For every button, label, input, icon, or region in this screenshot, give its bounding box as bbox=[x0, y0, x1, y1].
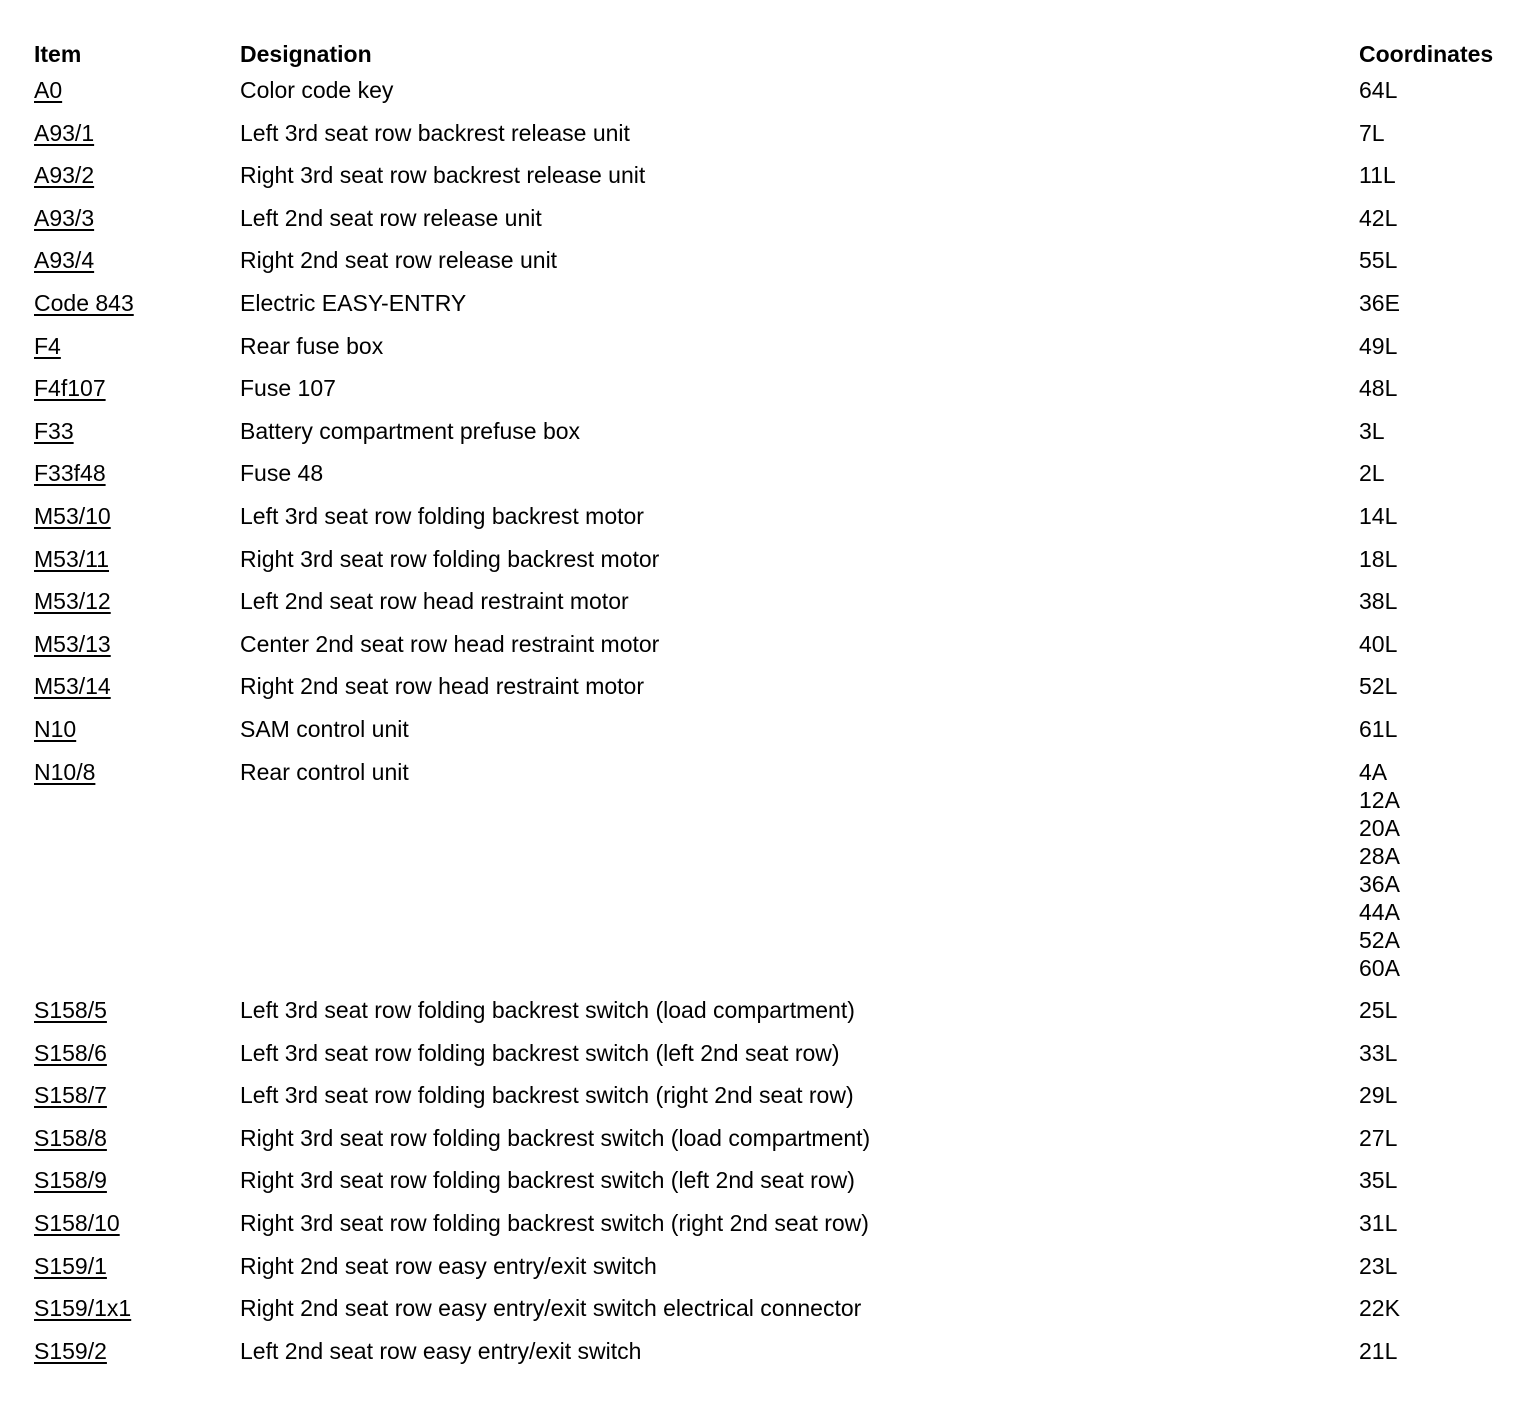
coordinate-value: 61L bbox=[1359, 715, 1398, 742]
table-row bbox=[34, 996, 1524, 1039]
coordinates-cell bbox=[1359, 289, 1400, 317]
coordinate-value: 25L bbox=[1359, 997, 1398, 1024]
table-row bbox=[34, 758, 1524, 997]
coordinate-value: 33L bbox=[1359, 1039, 1398, 1066]
item-link[interactable]: M53/10 bbox=[34, 502, 111, 529]
coordinates-cell bbox=[1359, 204, 1397, 232]
table-header-row bbox=[34, 40, 1524, 76]
table-row bbox=[34, 1252, 1524, 1295]
coordinate-value: 35L bbox=[1359, 1167, 1398, 1194]
coordinate-value: 55L bbox=[1359, 247, 1398, 274]
coordinates-cell bbox=[1359, 545, 1397, 573]
coordinates-cell bbox=[1359, 246, 1397, 274]
item-link[interactable]: M53/14 bbox=[34, 673, 111, 700]
coordinate-value: 12A bbox=[1359, 786, 1400, 813]
item-cell bbox=[34, 758, 95, 786]
table-row bbox=[34, 587, 1524, 630]
coordinates-cell bbox=[1359, 459, 1385, 487]
table-row bbox=[34, 204, 1524, 247]
item-link[interactable]: F4 bbox=[34, 332, 61, 359]
designation-cell: Left 2nd seat row head restraint motor bbox=[240, 588, 629, 615]
coordinates-cell bbox=[1359, 1081, 1397, 1109]
coordinate-value: 40L bbox=[1359, 630, 1398, 657]
coordinate-value: 52A bbox=[1359, 926, 1400, 953]
item-cell bbox=[34, 715, 76, 743]
designation-cell: Right 3rd seat row folding backrest switch (left 2nd seat row) bbox=[240, 1167, 855, 1194]
item-cell bbox=[34, 1294, 131, 1322]
item-cell bbox=[34, 587, 111, 615]
coordinate-value: 44A bbox=[1359, 898, 1400, 925]
coordinate-value: 3L bbox=[1359, 417, 1385, 444]
item-link[interactable]: A93/2 bbox=[34, 162, 95, 189]
table-row bbox=[34, 1039, 1524, 1082]
coordinates-cell bbox=[1359, 1252, 1397, 1280]
table-row bbox=[34, 630, 1524, 673]
item-link[interactable]: S158/8 bbox=[34, 1124, 107, 1151]
item-link[interactable]: S158/7 bbox=[34, 1082, 107, 1109]
table-row bbox=[34, 417, 1524, 460]
item-cell bbox=[34, 289, 134, 317]
coordinates-cell bbox=[1359, 630, 1397, 658]
designation-cell: Left 3rd seat row folding backrest motor bbox=[240, 502, 644, 529]
table-row bbox=[34, 672, 1524, 715]
coordinate-value: 52L bbox=[1359, 673, 1398, 700]
coordinate-value: 36E bbox=[1359, 289, 1400, 316]
item-link[interactable]: M53/11 bbox=[34, 545, 110, 572]
item-cell bbox=[34, 417, 74, 445]
coordinate-value: 60A bbox=[1359, 954, 1400, 981]
table-body bbox=[34, 76, 1524, 1379]
table-row bbox=[34, 715, 1524, 758]
designation-cell: Right 2nd seat row head restraint motor bbox=[240, 673, 644, 700]
item-link[interactable]: F4f107 bbox=[34, 375, 106, 402]
header-item: Item bbox=[34, 41, 82, 67]
item-cell bbox=[34, 204, 94, 232]
item-link[interactable]: S158/6 bbox=[34, 1039, 107, 1066]
designation-cell: Right 3rd seat row folding backrest motor bbox=[240, 545, 660, 572]
coordinate-value: 31L bbox=[1359, 1210, 1398, 1237]
coordinates-cell bbox=[1359, 1209, 1397, 1237]
table-row bbox=[34, 1337, 1524, 1380]
coordinates-cell bbox=[1359, 996, 1397, 1024]
coordinates-cell bbox=[1359, 161, 1396, 189]
designation-cell: Rear control unit bbox=[240, 758, 409, 785]
designation-cell: Right 2nd seat row easy entry/exit switch bbox=[240, 1252, 657, 1279]
designation-cell: Rear fuse box bbox=[240, 332, 384, 359]
designation-cell: Right 2nd seat row easy entry/exit switch electrical connector bbox=[240, 1295, 862, 1322]
coordinate-value: 2L bbox=[1359, 460, 1385, 487]
item-link[interactable]: F33 bbox=[34, 417, 74, 444]
designation-cell: Fuse 107 bbox=[240, 375, 336, 402]
item-link[interactable]: S158/5 bbox=[34, 997, 107, 1024]
designation-cell: Right 3rd seat row folding backrest switch (load compartment) bbox=[240, 1124, 871, 1151]
item-cell bbox=[34, 1252, 107, 1280]
table-row bbox=[34, 1124, 1524, 1167]
designation-cell: Right 3rd seat row folding backrest switch (right 2nd seat row) bbox=[240, 1210, 869, 1237]
item-cell bbox=[34, 545, 109, 573]
coordinates-cell bbox=[1359, 76, 1397, 104]
table-row bbox=[34, 289, 1524, 332]
coordinates-cell bbox=[1359, 502, 1397, 530]
coordinates-cell bbox=[1359, 715, 1397, 743]
coordinate-value: 27L bbox=[1359, 1124, 1398, 1151]
coordinates-cell bbox=[1359, 1166, 1397, 1194]
coordinate-value: 36A bbox=[1359, 870, 1400, 897]
designation-cell: Electric EASY-ENTRY bbox=[240, 289, 467, 316]
item-cell bbox=[34, 1124, 107, 1152]
designation-cell: Left 2nd seat row release unit bbox=[240, 204, 542, 231]
table-row bbox=[34, 374, 1524, 417]
coordinates-cell bbox=[1359, 758, 1400, 982]
designation-cell: Left 3rd seat row folding backrest switch (right 2nd seat row) bbox=[240, 1082, 854, 1109]
designation-cell: Right 2nd seat row release unit bbox=[240, 247, 558, 274]
coordinates-cell bbox=[1359, 1337, 1397, 1365]
item-link[interactable]: A93/3 bbox=[34, 204, 95, 231]
item-link[interactable]: A0 bbox=[34, 77, 63, 103]
item-link[interactable]: Code 843 bbox=[34, 289, 134, 316]
designation-cell: SAM control unit bbox=[240, 715, 409, 742]
coordinates-cell bbox=[1359, 1124, 1397, 1152]
table-row bbox=[34, 1081, 1524, 1124]
designation-cell: Left 3rd seat row folding backrest switch (load compartment) bbox=[240, 997, 855, 1024]
item-link[interactable]: A93/4 bbox=[34, 247, 95, 274]
table-row bbox=[34, 1209, 1524, 1252]
coordinates-cell bbox=[1359, 417, 1385, 445]
header-coordinates: Coordinates bbox=[1359, 41, 1494, 67]
designation-cell: Left 3rd seat row backrest release unit bbox=[240, 119, 630, 146]
item-cell bbox=[34, 374, 106, 402]
item-link[interactable]: M53/13 bbox=[34, 630, 111, 657]
item-link[interactable]: N10/8 bbox=[34, 758, 96, 785]
table-row bbox=[34, 1166, 1524, 1209]
coordinates-cell bbox=[1359, 1294, 1400, 1322]
coordinate-value: 4A bbox=[1359, 758, 1388, 785]
item-link[interactable]: S158/9 bbox=[34, 1167, 107, 1194]
item-cell bbox=[34, 630, 111, 658]
table-row bbox=[34, 459, 1524, 502]
coordinate-value: 18L bbox=[1359, 545, 1398, 572]
designation-cell: Battery compartment prefuse box bbox=[240, 417, 581, 444]
item-cell bbox=[34, 502, 111, 530]
item-cell bbox=[34, 1081, 107, 1109]
item-cell bbox=[34, 459, 106, 487]
coordinate-value: 28A bbox=[1359, 842, 1400, 869]
coordinate-value: 42L bbox=[1359, 204, 1398, 231]
header-designation: Designation bbox=[240, 41, 372, 67]
coordinate-value: 48L bbox=[1359, 375, 1398, 402]
coordinates-cell bbox=[1359, 332, 1397, 360]
item-cell bbox=[34, 1039, 107, 1067]
table-row bbox=[34, 1294, 1524, 1337]
coordinate-value: 38L bbox=[1359, 588, 1398, 615]
item-link[interactable]: F33f48 bbox=[34, 460, 106, 487]
coordinate-value: 20A bbox=[1359, 814, 1400, 841]
table-row bbox=[34, 502, 1524, 545]
item-cell bbox=[34, 996, 107, 1024]
table-row bbox=[34, 76, 1524, 119]
coordinate-value: 21L bbox=[1359, 1337, 1398, 1364]
item-cell bbox=[34, 1166, 107, 1194]
coordinates-cell bbox=[1359, 1039, 1397, 1067]
item-link[interactable]: S159/1 bbox=[34, 1252, 107, 1279]
coordinate-value: 22K bbox=[1359, 1295, 1400, 1322]
coordinate-value: 64L bbox=[1359, 77, 1398, 103]
designation-cell: Left 3rd seat row folding backrest switch (left 2nd seat row) bbox=[240, 1039, 840, 1066]
designation-cell: Color code key bbox=[240, 77, 394, 103]
item-cell bbox=[34, 76, 62, 104]
coordinate-value: 49L bbox=[1359, 332, 1398, 359]
table-row bbox=[34, 545, 1524, 588]
component-legend-table bbox=[34, 40, 1524, 1379]
item-cell bbox=[34, 161, 94, 189]
item-cell bbox=[34, 246, 94, 274]
coordinate-value: 29L bbox=[1359, 1082, 1398, 1109]
item-cell bbox=[34, 332, 61, 360]
coordinate-value: 11L bbox=[1359, 162, 1396, 189]
designation-cell: Right 3rd seat row backrest release unit bbox=[240, 162, 646, 189]
coordinates-cell bbox=[1359, 587, 1397, 615]
item-cell bbox=[34, 1209, 120, 1237]
designation-cell: Fuse 48 bbox=[240, 460, 324, 487]
coordinate-value: 7L bbox=[1359, 119, 1385, 146]
table-row bbox=[34, 119, 1524, 162]
item-link[interactable]: A93/1 bbox=[34, 119, 95, 146]
designation-cell: Center 2nd seat row head restraint motor bbox=[240, 630, 660, 657]
table-row bbox=[34, 246, 1524, 289]
item-link[interactable]: S158/10 bbox=[34, 1210, 120, 1237]
table-row bbox=[34, 161, 1524, 204]
item-cell bbox=[34, 672, 111, 700]
coordinates-cell bbox=[1359, 672, 1397, 700]
coordinate-value: 23L bbox=[1359, 1252, 1398, 1279]
table-row bbox=[34, 332, 1524, 375]
item-link[interactable]: N10 bbox=[34, 715, 77, 742]
coordinates-cell bbox=[1359, 119, 1385, 147]
item-link[interactable]: M53/12 bbox=[34, 588, 111, 615]
designation-cell: Left 2nd seat row easy entry/exit switch bbox=[240, 1337, 642, 1364]
item-cell bbox=[34, 119, 94, 147]
item-link[interactable]: S159/2 bbox=[34, 1337, 107, 1364]
coordinate-value: 14L bbox=[1359, 502, 1398, 529]
item-link[interactable]: S159/1x1 bbox=[34, 1295, 132, 1322]
item-cell bbox=[34, 1337, 107, 1365]
coordinates-cell bbox=[1359, 374, 1397, 402]
